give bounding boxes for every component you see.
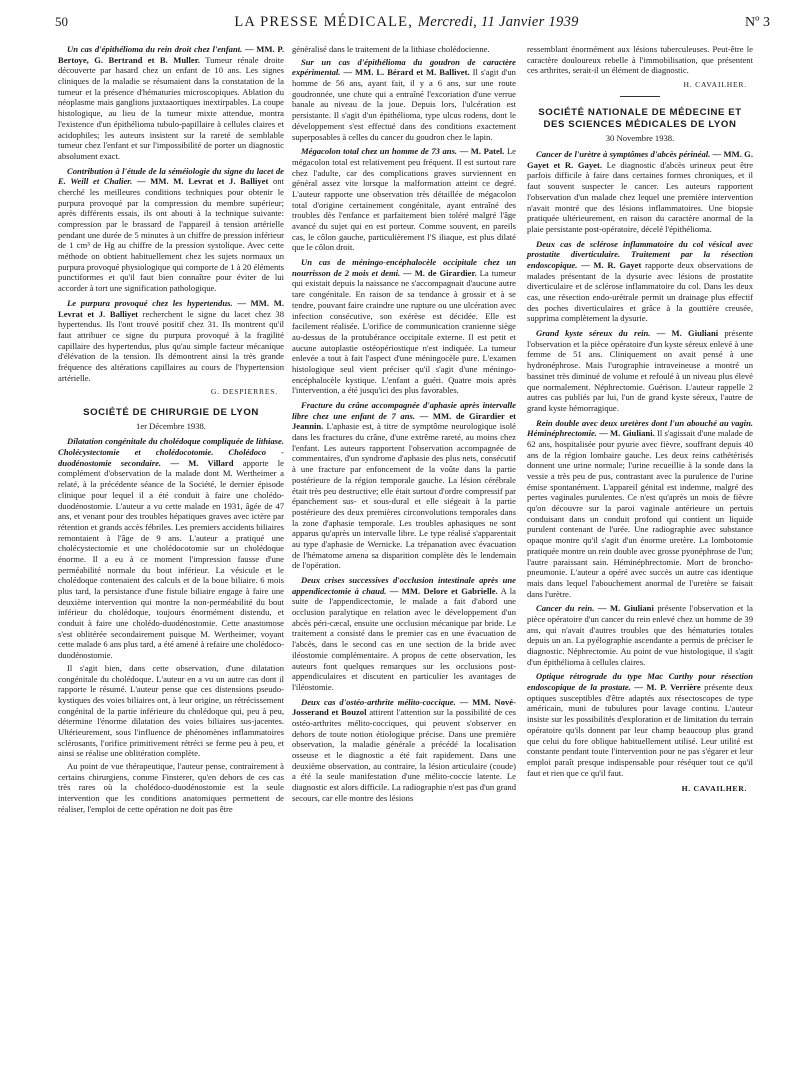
article-title: Dilatation congénitale du cholédoque compliquée de lithiase. Cholécystectomie et cholédocotomie. Cholédoco - duodénostomie secondaire. <box>58 436 284 468</box>
article-authors: — M. de Girardier. <box>403 267 477 278</box>
article <box>527 328 753 414</box>
article-body: L'aphasie est, à titre de symptôme neurologique isolé dans les fractures du crâne, d'une extrême rareté, au moins chez l'enfant. Les auteurs rapportent l'observation accompagnée de commentaires, d'un syndrome d'aphasie des plus nets, consécutif à une fracture par enfoncement de la voûte dans la partie postérieure de la région temporale gauche. La lésion cérébrale était très peu destructive; elle était surtout d'ordre compressif par épanchement sus- et sous-dural et elle siégeait à la partie postérieure des deux premières circonvolutions temporales dans la zone d'aphasie temporale. Les troubles aphasiques ne sont apparus qu'après un intervalle libre. Le type réalisé s'apparentait au type d'aphasie de Wernicke. La trépanation avec évacuation de l'hématome amena sa disparition complète dès le lendemain de l'opération. <box>292 421 516 571</box>
article-authors: — MM. M. Levrat et J. Balliyet <box>58 297 284 319</box>
article <box>292 400 516 571</box>
issue-date: Mercredi, 11 Janvier 1939 <box>417 14 579 30</box>
article-title: Cancer de l'urètre à symptômes d'abcès périnéal. <box>536 149 711 160</box>
article-authors: — M. Villard <box>170 457 234 468</box>
divider <box>620 96 660 97</box>
signature: H. CAVAILHER. <box>683 80 747 90</box>
article-title: Fracture du crâne accompagnée d'aphasie après intervalle libre chez une enfant de 7 ans. <box>292 400 516 421</box>
article-title: Un cas d'épithélioma du rein droit chez l'enfant. <box>67 44 243 54</box>
section-date: 1er Décembre 1938. <box>136 420 206 431</box>
article-authors: — M. Giuliani <box>656 328 719 339</box>
article-paragraph: Il s'agit bien, dans cette observation, d'une dilatation congénitale du cholédoque. L'auteur en a vu un autre cas dont il rapporte le résumé. L'auteur pense que ces distensions pseudo-kystiques des voies biliaires ont, à leur origine, un rétrécissement congénital de la partie inférieure du cholédoque qui, peu à peu, détermine l'énorme dilatation des voies biliaires sus-jacentes. Ultérieurement, sous l'influence de phénomènes inflammatoires sclérosants, l'orifice primitivement rétréci se ferme peu à peu, et ainsi se réalise une oblitération complète. <box>58 662 284 759</box>
page-header <box>55 14 770 36</box>
article-body: rapporte deux observations de malades présentant de la dysurie avec lésions de prostatite diverticulaire et de sclérose inflammatoire du col. Dans les deux cas, une résection endo-urétrale permit un drainage plus effectif des poches diverticulaires et grâce à la gouttière creusée, supprima complètement la dysurie. <box>527 259 753 324</box>
article-body: Il s'agit d'un homme de 56 ans, ayant fait, il y a 6 ans, sur une route goudronnée, une chute qui a entraîné l'excoriation d'une verrue banale au niveau de la joue. Depuis lors, l'ulcération est persistante. Il s'agit d'un épithélioma, type ulcus rodens, dont le développement s'est effectué dans des conditions exactement superposables à celles du cancer du goudron chez le lapin. <box>292 67 516 142</box>
signature: G. DESPIERRES. <box>210 387 278 397</box>
article <box>292 146 516 253</box>
article-title: Optique rétrograde du type Mac Carthy pour résection endoscopique de la prostate. <box>527 671 753 693</box>
article-authors: — MM. Nové-Josserand et Bouzol <box>292 696 516 718</box>
article-title: Mégacolon total chez un homme de 73 ans. <box>301 146 458 157</box>
continued-text: généralisé dans le traitement de la lithiase cholédocienne. <box>292 44 490 54</box>
article-authors: — MM. Delore et Gabrielle. <box>389 585 498 596</box>
article <box>527 239 753 325</box>
article-title: Rein double avec deux uretères dont l'un abouché au vagin. Héminéphrectomie. <box>527 417 753 439</box>
article-body: Le diagnostic d'abcès urineux peut être parfois difficile à faire dans certaines formes chroniques, et il faut souvent suspecter le cancer. Les auteurs rapportent l'observation d'un malade chez lequel une première intervention n'avait montré que des lésions inflammatoires. Une biopsie pratiquée ultérieurement, en raison du caractère anormal de la plaie persistante post-opératoire, décelé l'épithélioma. <box>527 159 754 234</box>
article-body: présente l'observation et la pièce opératoire d'un kyste séreux enlevé à une femme de 51 ans. Cliniquement on avait pensé à une hydronéphrose. Mais l'urographie intraveineuse a montré un bassinet très diminué de volume et refoulé à un niveau plus élevé que normalement. Néphrectomie. Guérison. L'auteur rappelle 2 autres cas publiés par lui, l'un de grand kyste séreux, l'autre de grand kyste hémorragique. <box>527 328 753 413</box>
article-body: attirent l'attention sur la possibilité de ces ostéo-arthrites mélito-cocciques, qui peuvent s'observer en dehors de toute notion étiologique précise. Dans une première observation, la maladie générale a précédé la localisation osseuse et le diagnostic a été fait rapidement. Dans une deuxième observation, au contraire, la lésion articulaire (coude) a été la seule manifestation d'une mélito-coccie latente. Le diagnostic est alors difficile. La radiographie n'est pas d'un grand secours, car elle montre des lésions <box>292 707 517 803</box>
article <box>292 697 516 804</box>
article <box>527 603 753 667</box>
article <box>292 575 516 693</box>
article-authors: — MM. L. Bérard et M. Ballivet. <box>343 67 470 78</box>
article-authors: — M. P. Verrière <box>634 682 701 693</box>
article-title: Sur un cas d'épithélioma du goudron de caractère expérimental. <box>292 56 516 78</box>
article <box>292 257 516 396</box>
journal-name: LA PRESSE MÉDICALE, <box>234 14 414 30</box>
article-authors: — M. Giuliani. <box>599 428 655 439</box>
section-date: 30 Novembre 1938. <box>605 133 675 144</box>
signature: H. CAVAILHER. <box>681 784 747 794</box>
article-authors: — MM. G. Gayet et R. Gayet. <box>527 149 754 170</box>
column-2 <box>292 44 516 807</box>
article-body: apporte le complément d'observation de la malade dont M. Wertheimer a relaté, à la précédente séance de la Société, le dernier épisode clinique pour lequel il a été conduit à faire une cholédo-duodénostomie. L'auteur a vu cette malade en 1931, âgée de 47 ans, et venant pour des troubles hépatiques graves avec ictère par rétention et grands accès fébriles. Les premiers accidents biliaires remontaient à l'âge de 9 ans. L'auteur a pratiqué une cholécystectomie et une cholédocotomie sur un cholédoque énorme. Il a eu à ce moment l'impression fausse d'une perméabilité normale du bout inférieur. La vésicule et le cholédoque contenaient des calculs et de la boue biliaire. 6 mois plus tard, la persistance d'une fistule biliaire engage à faire une deuxième intervention qui montre la non-perméabilité du bout inférieur du cholédoque, toujours énormément distendu, et conduit à faire une cholédo-duodénostomie. Cette anastomose s'est oblitérée secondairement puisque M. Wertheimer, voyant cette malade 6 ans plus tard, a été amené à refaire une cholédoco-duodénostomie. <box>58 457 284 661</box>
issue-number: Nº 3 <box>745 15 770 30</box>
article <box>527 671 753 778</box>
article-body: A la suite de l'appendicectomie, le malade a fait d'abord une occlusion paralytique en relation avec le développement d'un abcès péri-cæcal, ensuite une occlusion mécanique par bride. Le traitement a consisté dans le premier cas en une évacuation de l'abcès, dans le second cas en une section de la bride avec iléostomie complémentaire. A propos de cette observation, les auteurs font quelques remarques sur les occlusions post-appendiculaires et discutent en particulier les avantages de l'iléostomie. <box>292 585 516 692</box>
article <box>527 149 753 235</box>
article-title: Grand kyste séreux du rein. <box>536 328 651 339</box>
column-3 <box>527 44 753 794</box>
article <box>58 44 284 162</box>
article <box>58 436 284 814</box>
article-title: Deux cas d'ostéo-arthrite mélito-coccique. <box>301 696 456 707</box>
article-authors: — MM. M. Levrat et J. Balliyet <box>137 176 269 187</box>
article-body: La tumeur qui existait depuis la naissance ne s'accompagnait d'aucune autre tare congénitale. En raison de sa tendance à grossir et à se tendre, pouvant faire craindre une rupture ou une ulcération avec infection consécutive, son exérèse est décidée. Elle est facilement réalisée. L'orifice de communication cranienne siège au-dessus de la protubérance occipitale externe. Il est petit et aucune autoplastie ostéopériostique n'est indiquée. La tumeur enlevée a tout à fait l'aspect d'une méningocèle pure. L'examen histologique seul vient préciser qu'il s'agit d'une méningo-encéphalocèle kystique. L'enfant a guéri. Quatre mois après l'intervention, a été jusqu'ici des plus favorables. <box>292 267 516 396</box>
page-number: 50 <box>55 14 68 29</box>
article-title: Cancer du rein. <box>536 603 595 614</box>
article-body: recherchent le signe du lacet chez 38 hypertendus. Ils l'ont trouvé positif chez 31. Ils montrent qu'il faut attribuer ce signe du purpura provoqué à la fragilité capillaire des hypertendus, plus qu'au simple facteur mécanique d'élévation de la tension. Ils démontrent ainsi la très grande fréquence des altérations capillaires au cours de l'hypertension artérielle. <box>58 308 284 383</box>
article-authors: — MM. de Girardier et Jeannin. <box>292 410 516 432</box>
article-authors: — M. Patel. <box>459 146 505 157</box>
section-heading: SOCIÉTÉ DE CHIRURGIE DE LYON <box>83 406 259 418</box>
article-body: Tumeur rénale droite découverte par hasard chez un enfant de 10 ans. Les signes cliniques de la maladie se résumaient dans la constatation de la tumeur et la présence d'hématuries microscopiques. Ablation du néoplasme mais ganglions juxtaaortiques inextirpables. La coupe histologique, au lieu de la tumeur mixte attendue, montra l'existence d'un épithélioma tubulo-papillaire à cellules claires et acidophiles; les auteurs insistent sur la rareté de semblable tumeur chez l'enfant et sur l'impossibilité de porter un diagnostic absolument exact. <box>58 54 284 161</box>
article-body: Il s'agissait d'une malade de 62 ans, hospitalisée pour pyurie avec fièvre, souffrant depuis 40 ans de la région lombaire gauche. Les deux reins cathétérisés donnent une urine normale; l'urine recueillie à la sonde dans la vessie a très peu de pus, contrastant avec la purulence de l'urine émise spontanément. L'appareil génital est indemne, malgré des pertes vaginales purulentes. Ce n'est qu'après un mois de fièvre qu'on découvre sur la paroi vaginale antérieure un pertuis conduisant dans un conduit profond qui contient un liquide purulent contenant de l'urée. Une radiographie avec substance opaque montre qu'il s'agit d'un énorme uretère. La lombotomie pratiquée montre un rein double avec grosse pyonéphrose de l'un; l'autre paraissant sain. Héminéphrectomie. Mort de broncho-pneumonie. L'auteur a opéré avec succès un autre cas identique mais dans lequel l'abouchement anormal de l'uretère se faisait dans l'urètre. <box>527 428 753 599</box>
article-body: présente deux optiques susceptibles d'être adaptés aux résectoscopes de type américain, muni de tubulures pour lavage continu. L'auteur insiste sur les possibilités d'exploration et de limitation du terrain opératoire qu'ils donnent par leur champ beaucoup plus grand que celui du fore oblique habituellement utilisé. Leur utilité est constante pendant toute l'intervention pour ne pas s'égarer et leur emploi paraît presque indispensable pour réséquer tout ce qu'il faut et rien que ce qu'il faut. <box>527 682 754 778</box>
article-authors: — MM. P. Bertoye, G. Bertrand et B. Muller. <box>58 44 284 65</box>
article-paragraph: Au point de vue thérapeutique, l'auteur pense, contrairement à certains chirurgiens, comme Finsterer, qu'en dehors de ces cas très rares où la cholédoco-duodénostomie est la seule intervention que les conditions anatomiques permettent de réaliser, l'emploi de cette opération ne doit pas être <box>58 761 284 814</box>
article-title: Le purpura provoqué chez les hypertendus. <box>67 297 233 308</box>
article <box>58 166 284 294</box>
continued-text: ressemblant énormément aux lésions tuberculeuses. Peut-être le caractère douloureux rebelle à l'immobilisation, que présentent ces arthrites, serait-il un élément de diagnostic. <box>527 44 753 76</box>
article-authors: — M. Giuliani <box>597 603 654 614</box>
article-body: ont cherché les meilleures conditions techniques pour obtenir le purpura provoqué par la compression du membre supérieur; après différents essais, ils ont abouti à la technique suivante: compression par le brassard de l'appareil à tension artérielle pendant une durée de 5 minutes à un chiffre de pression inférieur de 1 cm³ de Hg au chiffre de la pression systolique. Avec cette méthode on obtient habituellement chez les sujets normaux un purpura provoqué physiologique qui comporte de 1 à 20 éléments punctiformes et qu'il faut bien connaître pour éviter de lui accorder à tort une signification pathologique. <box>58 176 285 294</box>
section-heading: SOCIÉTÉ NATIONALE DE MÉDECINE ET DES SCIENCES MÉDICALES DE LYON <box>538 106 742 131</box>
article <box>292 57 516 143</box>
article-title: Deux cas de sclérose inflammatoire du col vésical avec prostatite diverticulaire. Traitement par la résection endoscopique. <box>527 238 753 270</box>
article-authors: — M. R. Gayet <box>581 259 642 270</box>
column-1 <box>58 44 284 818</box>
article-title: Deux crises successives d'occlusion intestinale après une appendicectomie à chaud. <box>292 575 516 596</box>
article-body: Le mégacolon total est relativement peu fréquent. Il est surtout rare chez l'adulte, car des complications graves surviennent en général assez vite lorsque la malformation atteint ce degré. L'auteur rapporte une observation très détaillée de mégacolon total d'origine certainement congénitale, ayant entraîné des troubles dès l'enfance et parfaitement bien toléré malgré l'âge avancé du sujet qui en est porteur. Comme souvent, en pareils cas, le côlon gauche, particulièrement l'S iliaque, est plus dilaté que le côlon droit. <box>292 146 517 253</box>
article <box>527 418 753 600</box>
article-title: Contribution à l'étude de la séméiologie du signe du lacet de E. Weill et Chalier. <box>58 165 284 187</box>
article-title: Un cas de méningo-encéphalocèle occipitale chez un nourrisson de 2 mois et demi. <box>292 257 516 278</box>
article-body: présente l'observation et la pièce opératoire d'un cancer du rein enlevé chez un homme de 39 ans, qui n'avait d'autres troubles que des hématuries totales depuis un an. La pyélographie ascendante a permis de préciser le diagnostic. Néphrectomie. Au point de vue histologique, il s'agit d'un épithélioma à cellules claires. <box>527 603 753 667</box>
journal-title <box>234 14 578 31</box>
article <box>58 298 284 384</box>
